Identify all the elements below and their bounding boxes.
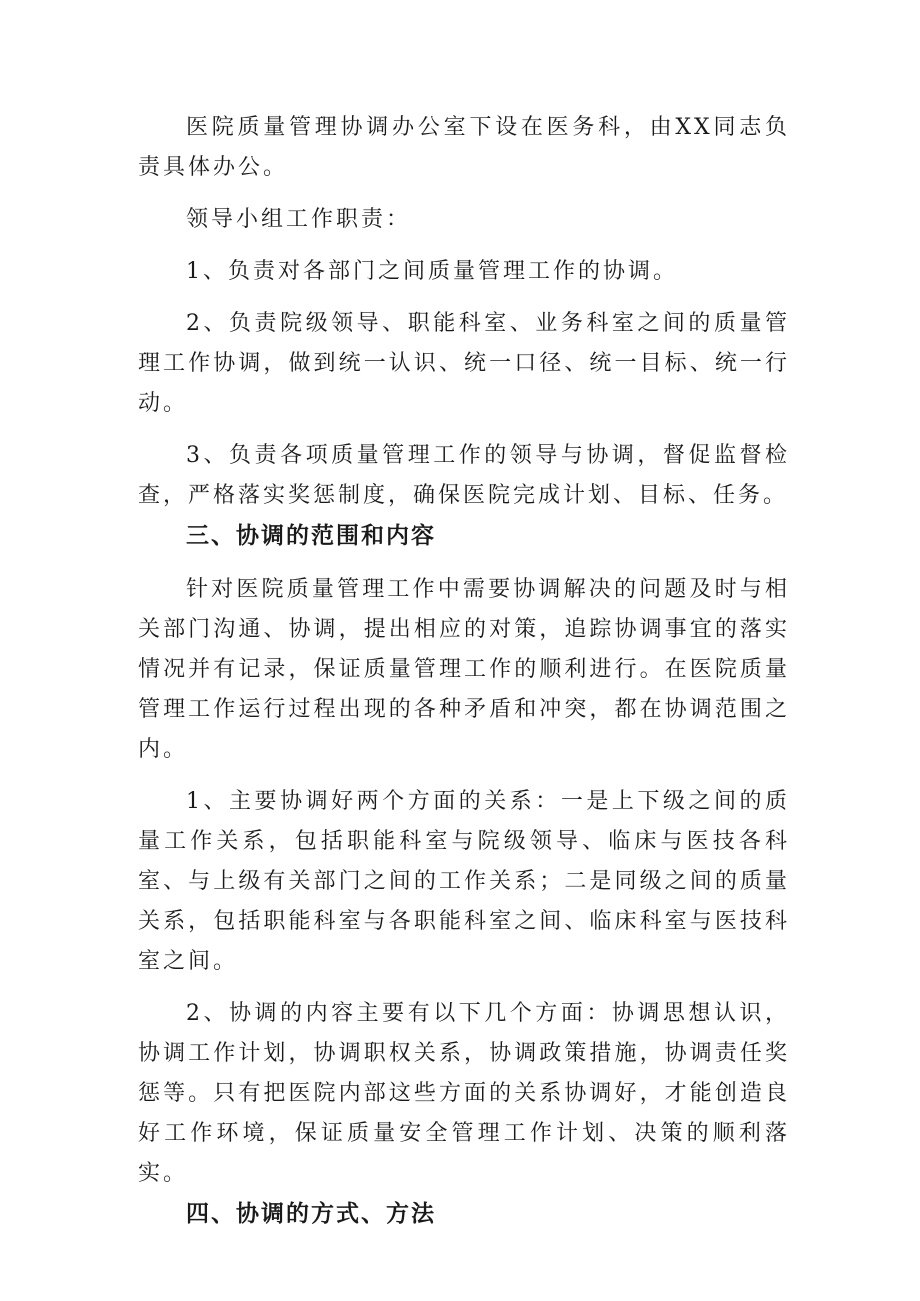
document-body: [138, 108, 790, 1234]
section-heading-scope: 三、协调的范围和内容: [186, 523, 436, 549]
paragraph-scope-2: 2、协调的内容主要有以下几个方面：协调思想认识，协调工作计划，协调职权关系，协调政策措施，协调责任奖惩等。只有把医院内部这些方面的关系协调好，才能创造良好工作环境，保证质量安全管理工作计划、决策的顺利落实。: [138, 1001, 790, 1186]
paragraph-scope-intro: 针对医院质量管理工作中需要协调解决的问题及时与相关部门沟通、协调，提出相应的对策，追踪协调事宜的落实情况并有记录，保证质量管理工作的顺利进行。在医院质量管理工作运行过程出现的各种矛盾和冲突，都在协调范围之内。: [138, 577, 790, 762]
paragraph-scope-1: 1、主要协调好两个方面的关系：一是上下级之间的质量工作关系，包括职能科室与院级领导、临床与医技各科室、与上级有关部门之间的工作关系；二是同级之间的质量关系，包括职能科室与各职能科室之间、临床科室与医技科室之间。: [138, 789, 790, 974]
paragraph-duty-2: 2、负责院级领导、职能科室、业务科室之间的质量管理工作协调，做到统一认识、统一口径、统一目标、统一行动。: [138, 311, 790, 416]
paragraph-duty-1: 1、负责对各部门之间质量管理工作的协调。: [186, 259, 678, 284]
paragraph-duties-title: 领导小组工作职责：: [186, 207, 412, 232]
paragraph-office-location: 医院质量管理协调办公室下设在医务科，由XX同志负责具体办公。: [138, 115, 790, 180]
section-heading-methods: 四、协调的方式、方法: [186, 1201, 436, 1227]
paragraph-duty-3: 3、负责各项质量管理工作的领导与协调，督促监督检查，严格落实奖惩制度，确保医院完成计划、目标、任务。: [138, 443, 790, 508]
